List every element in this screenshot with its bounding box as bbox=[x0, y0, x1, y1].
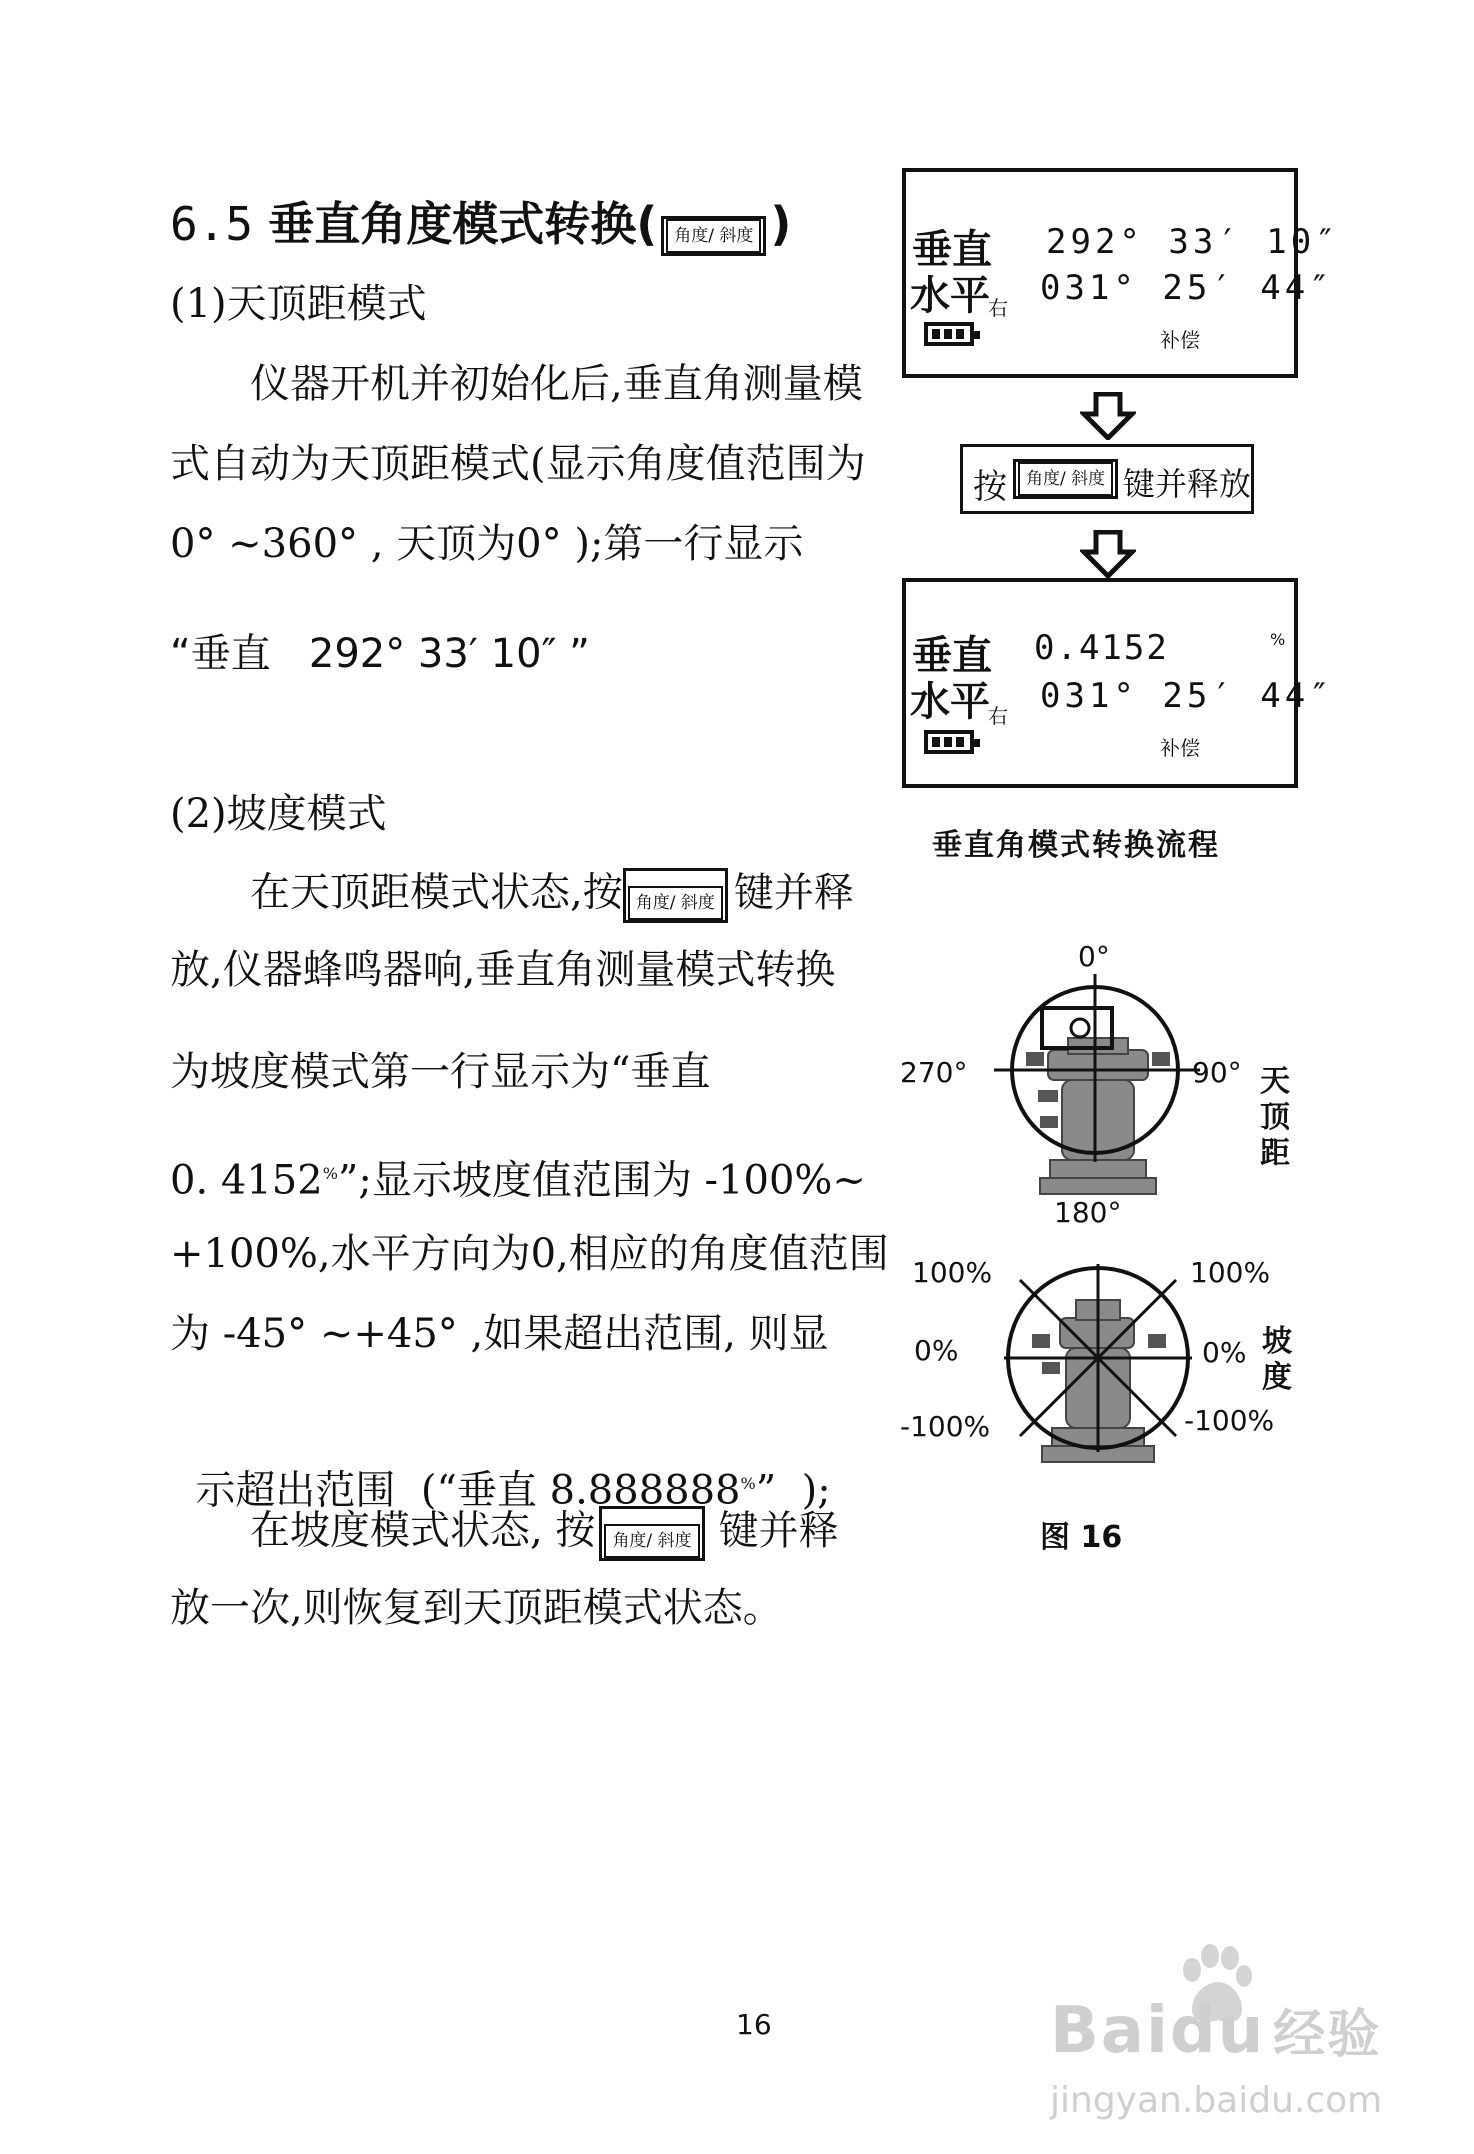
lcd1-compensation: 补偿 bbox=[1160, 328, 1200, 352]
lcd2-vertical-value: 0.4152 bbox=[1034, 628, 1169, 668]
baidu-watermark bbox=[1030, 1940, 1450, 2140]
slope-label-bottom-left: -100% bbox=[900, 1410, 991, 1443]
lcd1-vertical-label: 垂直 bbox=[912, 227, 992, 273]
section2-title: (2)坡度模式 bbox=[170, 791, 387, 837]
zenith-label-left: 270° bbox=[900, 1056, 968, 1089]
slope-label-mid-left: 0% bbox=[914, 1334, 959, 1367]
section1-line-3: 0° ~360° , 天顶为0° );第一行显示 bbox=[170, 521, 804, 567]
lcd2-horizontal-sub: 右 bbox=[988, 704, 1008, 728]
slope-label-top-left: 100% bbox=[912, 1256, 993, 1289]
section2-line-3: 为坡度模式第一行显示为“垂直 bbox=[170, 1049, 711, 1095]
lcd1-horizontal-label: 水平 bbox=[910, 273, 990, 319]
zenith-label-bottom: 180° bbox=[1054, 1196, 1122, 1229]
action-key-angle-slope: 角度/ 斜度 bbox=[1013, 459, 1118, 499]
heading-key-angle-slope: 角度/ 斜度 bbox=[661, 216, 766, 256]
section2-line-1: 在天顶距模式状态,按 角度/ 斜度 键并释 bbox=[250, 868, 854, 923]
lcd-display-zenith bbox=[902, 168, 1340, 378]
lcd1-vertical-value: 292° 33′ 10″ bbox=[1046, 222, 1340, 262]
lcd1-horizontal-value: 031° 25′ 44″ bbox=[1040, 268, 1334, 308]
action-box bbox=[960, 444, 1254, 514]
watermark-brand: Baidu 经验 bbox=[1050, 1994, 1382, 2068]
lcd2-horizontal-value: 031° 25′ 44″ bbox=[1040, 676, 1334, 716]
slope-label-mid-right: 0% bbox=[1202, 1336, 1247, 1369]
zenith-label-top: 0° bbox=[1078, 940, 1110, 973]
section2-line-9: 放一次,则恢复到天顶距模式状态。 bbox=[170, 1585, 783, 1631]
section2-line-4: 0. 4152%”;显示坡度值范围为 -100%~ bbox=[170, 1157, 866, 1204]
section2-key-angle-slope-2: 角度/ 斜度 bbox=[599, 1506, 704, 1561]
section1-display-line: “垂直 292° 33′ 10″ ” bbox=[170, 631, 590, 677]
heading-title: 垂直角度模式转换( bbox=[268, 197, 658, 251]
section2-key-angle-slope: 角度/ 斜度 bbox=[623, 868, 728, 923]
lcd2-vertical-label: 垂直 bbox=[912, 633, 992, 679]
section2-line-2: 放,仪器蜂鸣器响,垂直角测量模式转换 bbox=[170, 947, 836, 993]
lcd2-compensation: 补偿 bbox=[1160, 736, 1200, 760]
flow-caption: 垂直角模式转换流程 bbox=[932, 828, 1220, 863]
action-prefix: 按 bbox=[973, 467, 1007, 507]
section2-line-5: +100%,水平方向为0,相应的角度值范围 bbox=[170, 1231, 889, 1277]
slope-side-label: 坡度 bbox=[1262, 1324, 1292, 1395]
zenith-side-label: 天顶距 bbox=[1260, 1064, 1290, 1171]
heading-number: 6.5 bbox=[170, 197, 254, 251]
section1-line-1: 仪器开机并初始化后,垂直角测量模 bbox=[250, 361, 863, 407]
lcd2-vertical-unit: % bbox=[1270, 630, 1286, 649]
zenith-diagram bbox=[900, 940, 1300, 1230]
battery-icon bbox=[924, 322, 974, 346]
section2-line-7: 示超出范围 (“垂直 8.888888%” ); bbox=[195, 1467, 831, 1514]
slope-label-top-right: 100% bbox=[1190, 1256, 1271, 1289]
page-number: 16 bbox=[736, 2008, 772, 2041]
slope-label-bottom-right: -100% bbox=[1184, 1404, 1275, 1437]
section2-line-8: 在坡度模式状态, 按 角度/ 斜度 键并释 bbox=[250, 1506, 839, 1561]
section-heading bbox=[170, 188, 791, 256]
watermark-url: jingyan.baidu.com bbox=[1050, 2080, 1383, 2121]
section2-line-6: 为 -45° ~+45° ,如果超出范围, 则显 bbox=[170, 1311, 829, 1357]
section1-line-2: 式自动为天顶距模式(显示角度值范围为 bbox=[170, 441, 866, 487]
down-arrow-icon bbox=[1080, 392, 1136, 440]
down-arrow-icon-2 bbox=[1080, 530, 1136, 578]
battery-icon-2 bbox=[924, 730, 974, 754]
lcd2-horizontal-label: 水平 bbox=[910, 679, 990, 725]
figure-caption: 图 16 bbox=[1040, 1520, 1123, 1555]
section1-title: (1)天顶距模式 bbox=[170, 281, 427, 327]
action-suffix: 键并释放 bbox=[1123, 465, 1252, 503]
lcd-display-slope bbox=[902, 578, 1334, 788]
heading-close: ) bbox=[770, 197, 792, 251]
slope-diagram bbox=[900, 1250, 1300, 1480]
zenith-label-right: 90° bbox=[1192, 1056, 1242, 1089]
lcd1-horizontal-sub: 右 bbox=[988, 296, 1008, 320]
